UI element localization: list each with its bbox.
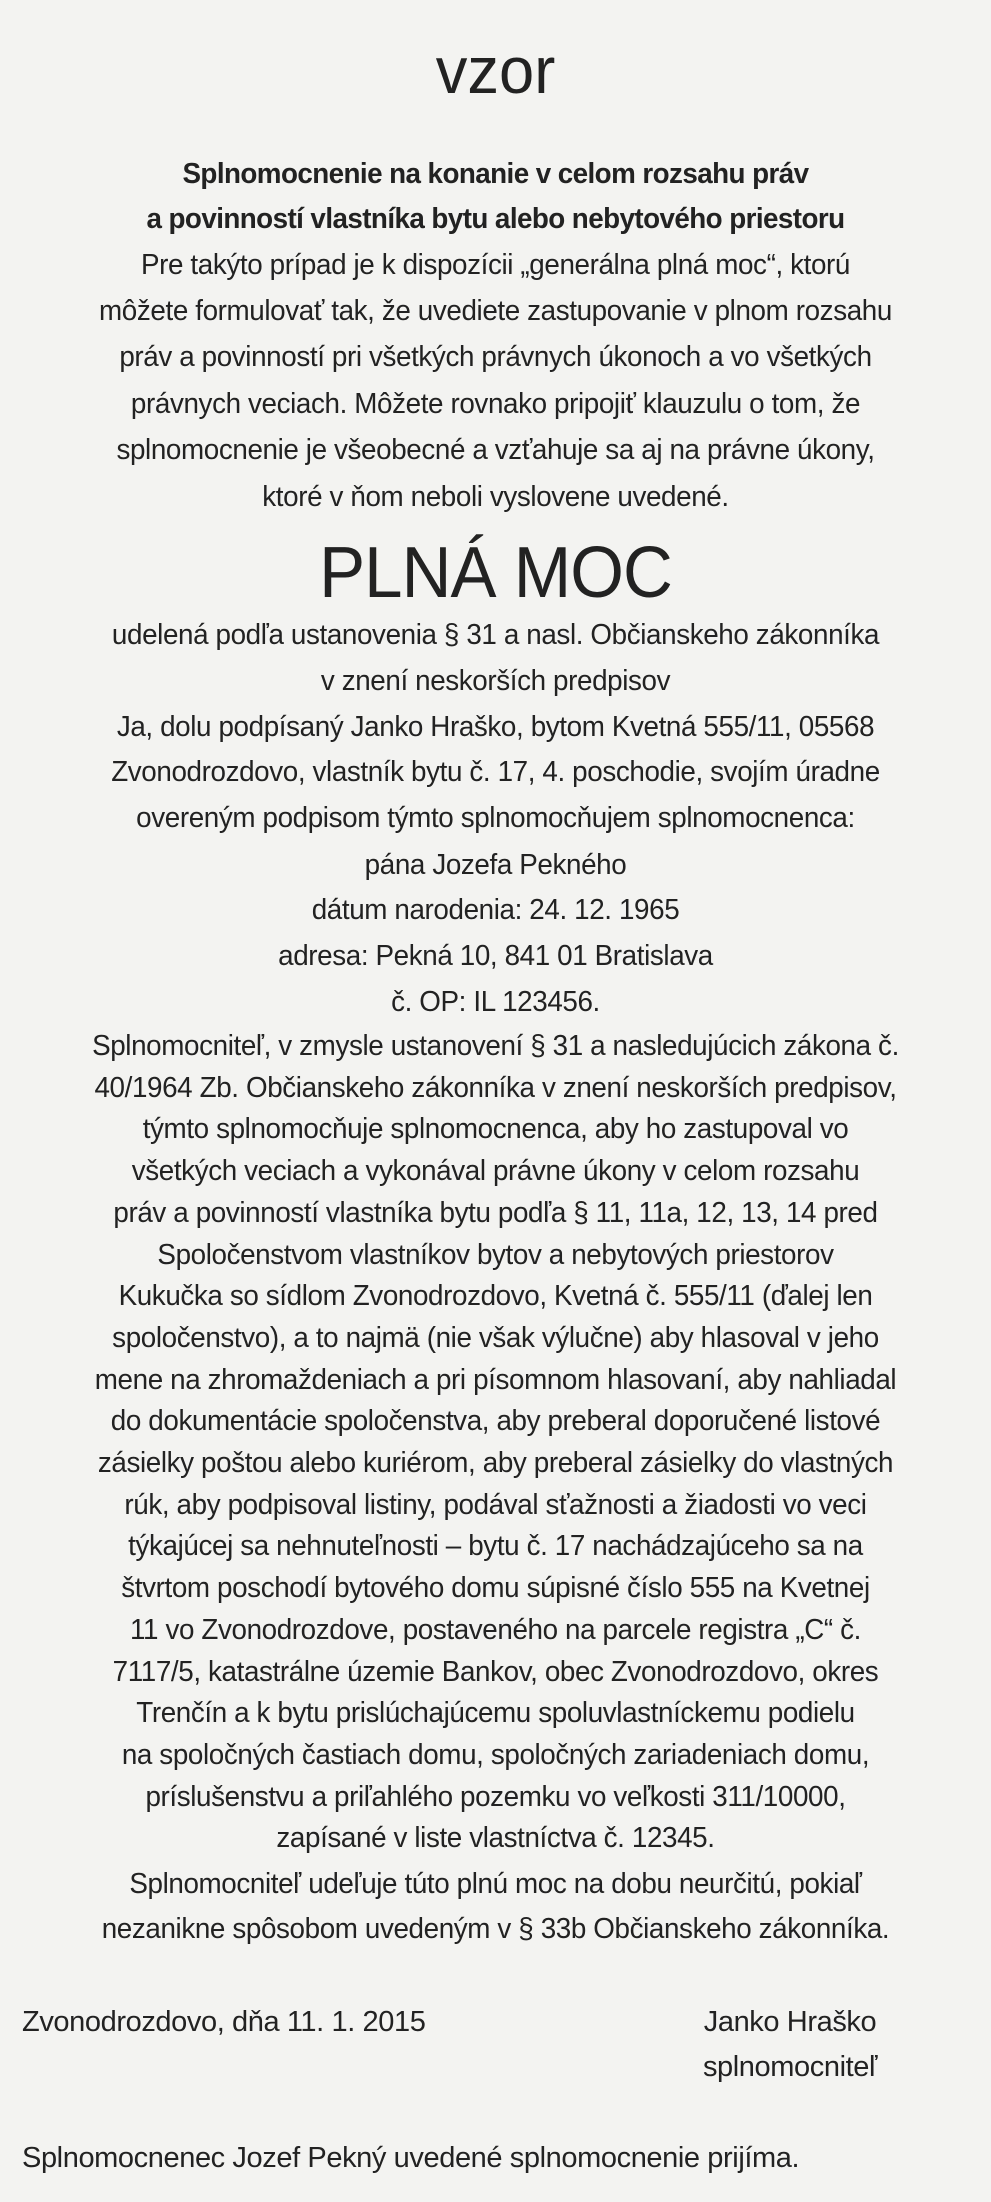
grantor-line: Zvonodrozdovo, vlastník bytu č. 17, 4. poschodie, svojím úradne bbox=[111, 756, 880, 788]
body-line: štvrtom poschodí bytového domu súpisné číslo 555 na Kvetnej bbox=[121, 1572, 870, 1605]
body-line: Spoločenstvom vlastníkov bytov a nebytových priestorov bbox=[157, 1238, 834, 1271]
heading-line: Splnomocnenie na konanie v celom rozsahu práv bbox=[182, 158, 809, 190]
acceptance-statement: Splnomocnenec Jozef Pekný uvedené splnomocnenie prijíma. bbox=[22, 2142, 800, 2174]
body-line: rúk, aby podpisoval listiny, podával sťažnosti a žiadosti vo veci bbox=[124, 1488, 867, 1521]
attorney-address: adresa: Pekná 10, 841 01 Bratislava bbox=[278, 940, 713, 972]
body-line: práv a povinností vlastníka bytu podľa § 11, 11a, 12, 13, 14 pred bbox=[113, 1196, 878, 1229]
body-line: týmto splnomocňuje splnomocnenca, aby ho zastupoval vo bbox=[142, 1113, 849, 1146]
heading-line: a povinností vlastníka bytu alebo nebytového priestoru bbox=[146, 203, 845, 235]
subtitle-line: udelená podľa ustanovenia § 31 a nasl. Občianskeho zákonníka bbox=[111, 619, 880, 651]
body-line: 11 vo Zvonodrozdove, postaveného na parcele registra „C“ č. bbox=[130, 1613, 861, 1646]
body-line: Splnomocniteľ, v zmysle ustanovení § 31 a nasledujúcich zákona č. bbox=[92, 1030, 899, 1062]
subtitle-line: v znení neskorších predpisov bbox=[320, 665, 671, 697]
body-line: zásielky poštou alebo kuriérom, aby preberal zásielky do vlastných bbox=[97, 1447, 894, 1479]
signature-name: Janko Hraško bbox=[703, 2006, 877, 2038]
intro-line: práv a povinností pri všetkých právnych úkonoch a vo všetkých bbox=[119, 341, 872, 373]
body-line: do dokumentácie spoločenstva, aby preberal doporučené listové bbox=[110, 1405, 881, 1438]
body-line: Kukučka so sídlom Zvonodrozdovo, Kvetná č. 555/11 (ďalej len bbox=[118, 1280, 873, 1313]
intro-line: splnomocnenie je všeobecné a vzťahuje sa aj na právne úkony, bbox=[116, 434, 875, 466]
body-line: 40/1964 Zb. Občianskeho zákonníka v znení neskorších predpisov, bbox=[94, 1071, 897, 1104]
body-line: 7117/5, katastrálne územie Bankov, obec Zvonodrozdovo, okres bbox=[112, 1655, 879, 1688]
place-and-date: Zvonodrozdovo, dňa 11. 1. 2015 bbox=[22, 2006, 426, 2038]
intro-line: môžete formulovať tak, že uvediete zastupovanie v plnom rozsahu bbox=[99, 295, 892, 327]
body-line: príslušenstvu a priľahlého pozemku vo veľkosti 311/10000, bbox=[145, 1780, 846, 1813]
body-line: spoločenstvo), a to najmä (nie však výlučne) aby hlasoval v jeho bbox=[112, 1321, 879, 1354]
body-line: všetkých veciach a vykonával právne úkony v celom rozsahu bbox=[131, 1155, 860, 1188]
document-title-sample: vzor bbox=[435, 33, 556, 107]
intro-line: Pre takýto prípad je k dispozícii „generálna plná moc“, ktorú bbox=[140, 249, 851, 281]
power-of-attorney-title: PLNÁ MOC bbox=[319, 533, 672, 613]
grantor-line: overeným podpisom týmto splnomocňujem splnomocnenca: bbox=[136, 802, 855, 834]
attorney-id: č. OP: IL 123456. bbox=[391, 986, 600, 1018]
body-line: týkajúcej sa nehnuteľnosti – bytu č. 17 nachádzajúceho sa na bbox=[128, 1530, 863, 1563]
body-line: mene na zhromaždeniach a pri písomnom hlasovaní, aby nahliadal bbox=[94, 1363, 897, 1396]
body-line: zapísané v liste vlastníctva č. 12345. bbox=[276, 1822, 715, 1855]
validity-line: Splnomocniteľ udeľuje túto plnú moc na dobu neurčitú, pokiaľ bbox=[129, 1868, 862, 1900]
body-line: Trenčín a k bytu prislúchajúcemu spoluvlastníckemu podielu bbox=[136, 1697, 855, 1730]
intro-line: ktoré v ňom neboli vyslovene uvedené. bbox=[262, 481, 729, 513]
signature-role: splnomocniteľ bbox=[702, 2051, 878, 2083]
attorney-name: pána Jozefa Pekného bbox=[364, 849, 627, 881]
body-line: na spoločných častiach domu, spoločných zariadeniach domu, bbox=[121, 1738, 870, 1771]
attorney-dob: dátum narodenia: 24. 12. 1965 bbox=[311, 894, 680, 926]
grantor-line: Ja, dolu podpísaný Janko Hraško, bytom Kvetná 555/11, 05568 bbox=[116, 711, 875, 743]
validity-line: nezanikne spôsobom uvedeným v § 33b Občianskeho zákonníka. bbox=[101, 1913, 890, 1945]
intro-line: právnych veciach. Môžete rovnako pripojiť klauzulu o tom, že bbox=[130, 388, 861, 420]
